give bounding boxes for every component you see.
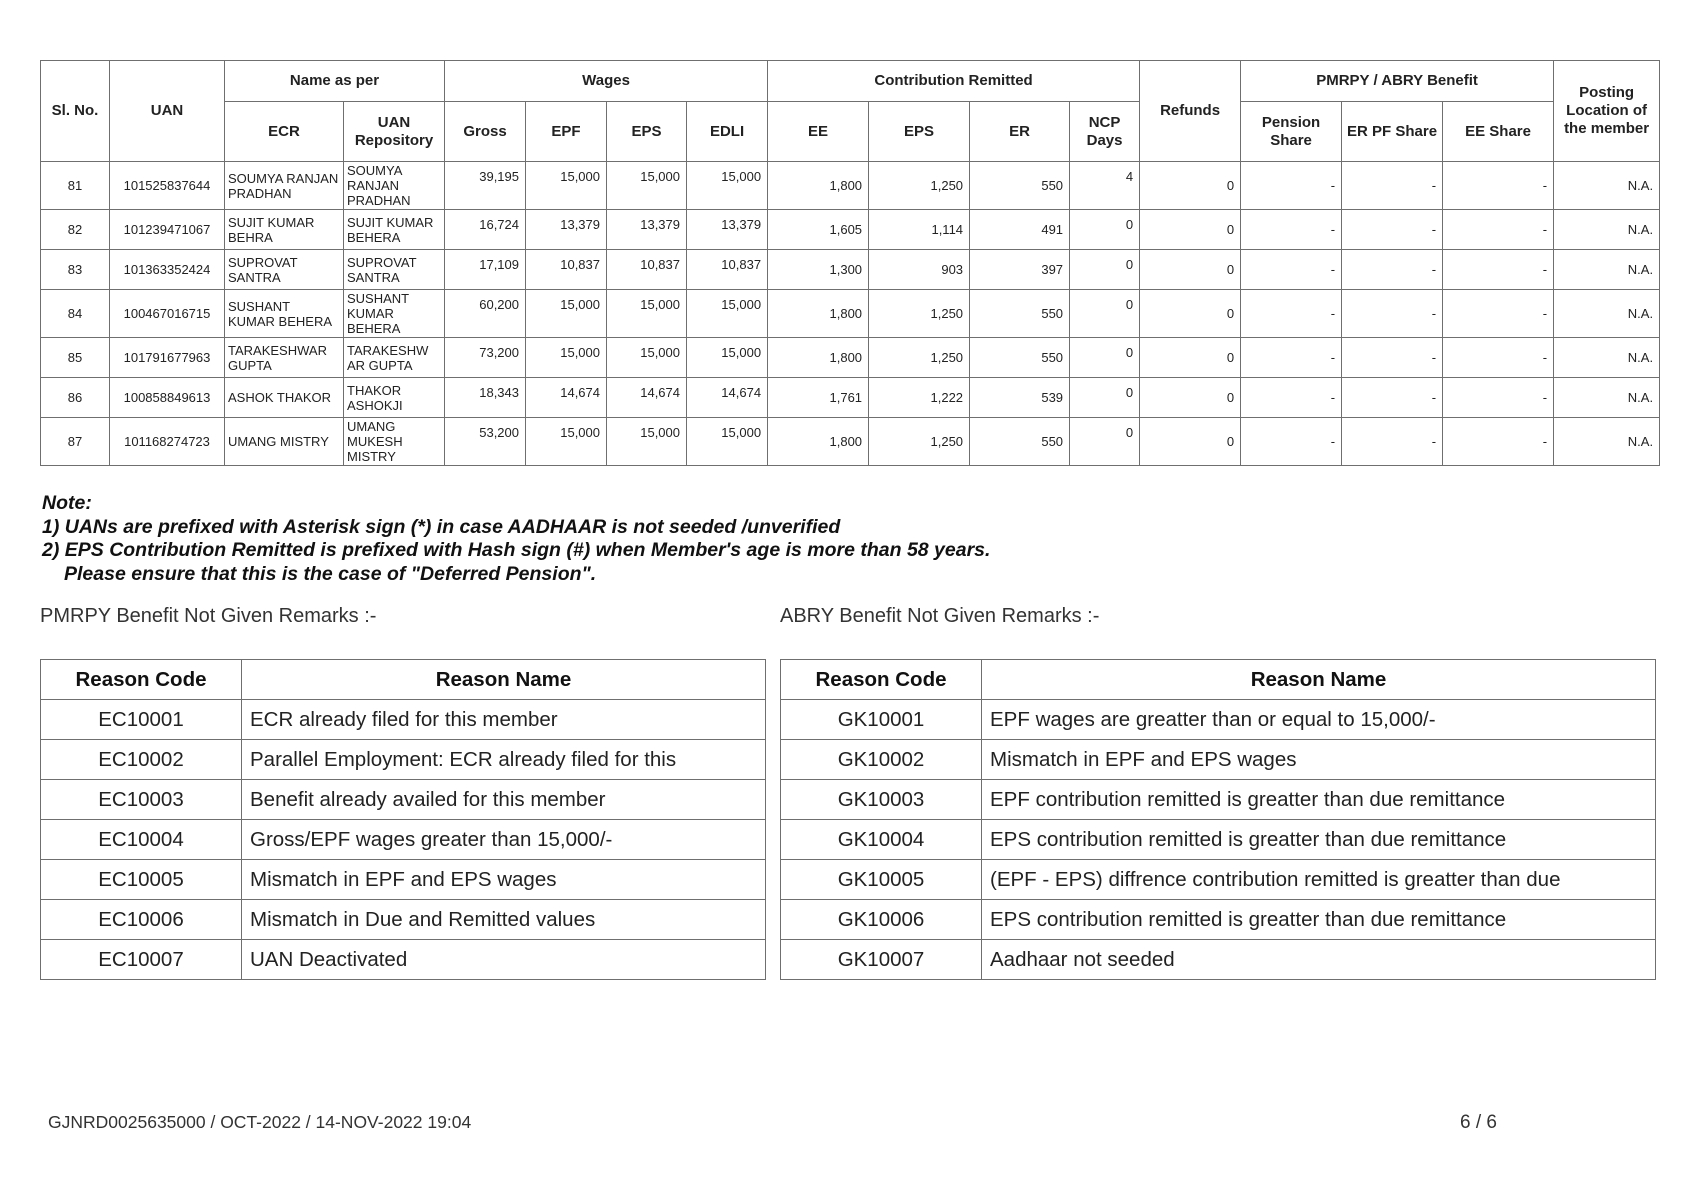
header-refunds: Refunds	[1140, 61, 1241, 162]
header-wages: Wages	[445, 61, 768, 102]
ecr-name-cell: TARAKESHWAR GUPTA	[225, 338, 344, 378]
header-ecr: ECR	[225, 102, 344, 162]
eps-wage-cell: 15,000	[607, 162, 687, 210]
table-row	[41, 940, 766, 980]
reason-name-cell: EPF wages are greatter than or equal to 15,000/-	[982, 700, 1656, 740]
reason-name-cell: EPS contribution remitted is greatter than due remittance	[982, 820, 1656, 860]
er-contribution-cell: 550	[970, 162, 1070, 210]
er-contribution-cell: 539	[970, 378, 1070, 418]
refunds-cell: 0	[1140, 338, 1241, 378]
posting-location-cell: N.A.	[1554, 210, 1660, 250]
epf-wage-cell: 13,379	[526, 210, 607, 250]
reason-name-cell: EPF contribution remitted is greatter than due remittance	[982, 780, 1656, 820]
uan-repository-name-cell: THAKOR ASHOKJI	[344, 378, 445, 418]
ee-share-cell: -	[1443, 290, 1554, 338]
er-contribution-cell: 550	[970, 418, 1070, 466]
uan-cell: 101791677963	[110, 338, 225, 378]
er-contribution-cell: 550	[970, 290, 1070, 338]
uan-cell: 101525837644	[110, 162, 225, 210]
ee-contribution-cell: 1,800	[768, 162, 869, 210]
posting-location-cell: N.A.	[1554, 338, 1660, 378]
uan-repository-name-cell: SUSHANT KUMAR BEHERA	[344, 290, 445, 338]
table-row	[781, 860, 1656, 900]
sl-no-cell: 87	[41, 418, 110, 466]
header-name-as-per: Name as per	[225, 61, 445, 102]
abry-remarks-label: ABRY Benefit Not Given Remarks :-	[780, 605, 1100, 627]
header-benefit: PMRPY / ABRY Benefit	[1241, 61, 1554, 102]
posting-location-cell: N.A.	[1554, 162, 1660, 210]
reason-name-cell: ECR already filed for this member	[242, 700, 766, 740]
refunds-cell: 0	[1140, 210, 1241, 250]
ncp-days-cell: 0	[1070, 250, 1140, 290]
pmrpy-header-reason-code: Reason Code	[41, 660, 242, 700]
pension-share-cell: -	[1241, 210, 1342, 250]
eps-contribution-cell: 1,250	[869, 290, 970, 338]
reason-code-cell: EC10003	[41, 780, 242, 820]
pension-share-cell: -	[1241, 378, 1342, 418]
refunds-cell: 0	[1140, 290, 1241, 338]
table-row	[41, 418, 1660, 466]
reason-name-cell: Parallel Employment: ECR already filed for this	[242, 740, 766, 780]
posting-location-cell: N.A.	[1554, 378, 1660, 418]
pension-share-cell: -	[1241, 418, 1342, 466]
table-row	[41, 820, 766, 860]
pension-share-cell: -	[1241, 338, 1342, 378]
ee-share-cell: -	[1443, 418, 1554, 466]
abry-reason-table	[780, 659, 1656, 980]
ee-contribution-cell: 1,800	[768, 290, 869, 338]
edli-wage-cell: 15,000	[687, 290, 768, 338]
reason-name-cell: Mismatch in Due and Remitted values	[242, 900, 766, 940]
header-edli: EDLI	[687, 102, 768, 162]
gross-wage-cell: 18,343	[445, 378, 526, 418]
table-row	[41, 250, 1660, 290]
reason-code-cell: GK10004	[781, 820, 982, 860]
ecr-name-cell: UMANG MISTRY	[225, 418, 344, 466]
table-row	[41, 290, 1660, 338]
refunds-cell: 0	[1140, 250, 1241, 290]
header-eps: EPS	[607, 102, 687, 162]
uan-repository-name-cell: UMANG MUKESH MISTRY	[344, 418, 445, 466]
ee-contribution-cell: 1,800	[768, 418, 869, 466]
er-pf-share-cell: -	[1342, 378, 1443, 418]
eps-contribution-cell: 1,114	[869, 210, 970, 250]
ecr-name-cell: SUJIT KUMAR BEHRA	[225, 210, 344, 250]
header-er: ER	[970, 102, 1070, 162]
eps-wage-cell: 15,000	[607, 290, 687, 338]
uan-repository-name-cell: SUPROVAT SANTRA	[344, 250, 445, 290]
ncp-days-cell: 0	[1070, 378, 1140, 418]
eps-contribution-cell: 1,250	[869, 338, 970, 378]
uan-cell: 101168274723	[110, 418, 225, 466]
eps-contribution-cell: 1,250	[869, 162, 970, 210]
gross-wage-cell: 17,109	[445, 250, 526, 290]
er-pf-share-cell: -	[1342, 250, 1443, 290]
abry-header-reason-code: Reason Code	[781, 660, 982, 700]
refunds-cell: 0	[1140, 378, 1241, 418]
ncp-days-cell: 0	[1070, 290, 1140, 338]
reason-name-cell: Aadhaar not seeded	[982, 940, 1656, 980]
table-row	[41, 378, 1660, 418]
uan-repository-name-cell: SUJIT KUMAR BEHERA	[344, 210, 445, 250]
ee-share-cell: -	[1443, 338, 1554, 378]
header-uan-repository: UAN Repository	[344, 102, 445, 162]
header-er-pf-share: ER PF Share	[1342, 102, 1443, 162]
contribution-table	[40, 60, 1660, 466]
reason-code-cell: GK10006	[781, 900, 982, 940]
table-row	[41, 338, 1660, 378]
ee-share-cell: -	[1443, 250, 1554, 290]
edli-wage-cell: 13,379	[687, 210, 768, 250]
pension-share-cell: -	[1241, 250, 1342, 290]
uan-cell: 100467016715	[110, 290, 225, 338]
pension-share-cell: -	[1241, 162, 1342, 210]
gross-wage-cell: 60,200	[445, 290, 526, 338]
gross-wage-cell: 16,724	[445, 210, 526, 250]
table-row	[781, 780, 1656, 820]
sl-no-cell: 84	[41, 290, 110, 338]
ncp-days-cell: 0	[1070, 418, 1140, 466]
epf-wage-cell: 15,000	[526, 418, 607, 466]
ee-share-cell: -	[1443, 210, 1554, 250]
pmrpy-reason-table	[40, 659, 766, 980]
posting-location-cell: N.A.	[1554, 290, 1660, 338]
sl-no-cell: 85	[41, 338, 110, 378]
header-ncp-days: NCP Days	[1070, 102, 1140, 162]
ee-contribution-cell: 1,605	[768, 210, 869, 250]
table-row	[781, 700, 1656, 740]
reason-code-cell: EC10002	[41, 740, 242, 780]
header-uan: UAN	[110, 61, 225, 162]
ecr-name-cell: SOUMYA RANJAN PRADHAN	[225, 162, 344, 210]
refunds-cell: 0	[1140, 418, 1241, 466]
uan-cell: 101239471067	[110, 210, 225, 250]
reason-code-cell: GK10003	[781, 780, 982, 820]
epf-wage-cell: 15,000	[526, 162, 607, 210]
sl-no-cell: 86	[41, 378, 110, 418]
epf-wage-cell: 14,674	[526, 378, 607, 418]
er-pf-share-cell: -	[1342, 418, 1443, 466]
note-line-1: 1) UANs are prefixed with Asterisk sign (*) in case AADHAAR is not seeded /unverified	[42, 515, 841, 538]
ee-contribution-cell: 1,800	[768, 338, 869, 378]
ncp-days-cell: 0	[1070, 210, 1140, 250]
pmrpy-remarks-label: PMRPY Benefit Not Given Remarks :-	[40, 605, 377, 627]
gross-wage-cell: 53,200	[445, 418, 526, 466]
er-contribution-cell: 491	[970, 210, 1070, 250]
ecr-name-cell: SUPROVAT SANTRA	[225, 250, 344, 290]
epf-wage-cell: 10,837	[526, 250, 607, 290]
eps-contribution-cell: 1,222	[869, 378, 970, 418]
notes	[42, 492, 990, 586]
header-gross: Gross	[445, 102, 526, 162]
reason-code-cell: EC10001	[41, 700, 242, 740]
ee-share-cell: -	[1443, 162, 1554, 210]
reason-name-cell: EPS contribution remitted is greatter than due remittance	[982, 900, 1656, 940]
table-row	[41, 162, 1660, 210]
header-posting-location: Posting Location of the member	[1554, 61, 1660, 162]
reason-code-cell: GK10005	[781, 860, 982, 900]
table-row	[41, 860, 766, 900]
posting-location-cell: N.A.	[1554, 418, 1660, 466]
er-contribution-cell: 550	[970, 338, 1070, 378]
uan-cell: 101363352424	[110, 250, 225, 290]
reason-code-cell: EC10007	[41, 940, 242, 980]
edli-wage-cell: 14,674	[687, 378, 768, 418]
ncp-days-cell: 4	[1070, 162, 1140, 210]
posting-location-cell: N.A.	[1554, 250, 1660, 290]
note-line-2: 2) EPS Contribution Remitted is prefixed with Hash sign (#) when Member's age is more than 58 years.	[42, 539, 991, 561]
pmrpy-header-reason-name: Reason Name	[242, 660, 766, 700]
sl-no-cell: 82	[41, 210, 110, 250]
epf-wage-cell: 15,000	[526, 290, 607, 338]
reason-code-cell: GK10007	[781, 940, 982, 980]
reason-name-cell: Mismatch in EPF and EPS wages	[242, 860, 766, 900]
uan-repository-name-cell: SOUMYA RANJAN PRADHAN	[344, 162, 445, 210]
reason-name-cell: Mismatch in EPF and EPS wages	[982, 740, 1656, 780]
footer-reference: GJNRD0025635000 / OCT-2022 / 14-NOV-2022 19:04	[48, 1112, 472, 1132]
header-pension-share: Pension Share	[1241, 102, 1342, 162]
header-sl-no: Sl. No.	[41, 61, 110, 162]
edli-wage-cell: 15,000	[687, 338, 768, 378]
reason-code-cell: EC10005	[41, 860, 242, 900]
ecr-name-cell: ASHOK THAKOR	[225, 378, 344, 418]
ee-contribution-cell: 1,761	[768, 378, 869, 418]
pension-share-cell: -	[1241, 290, 1342, 338]
eps-wage-cell: 10,837	[607, 250, 687, 290]
sl-no-cell: 83	[41, 250, 110, 290]
reason-name-cell: (EPF - EPS) diffrence contribution remitted is greatter than due	[982, 860, 1656, 900]
table-row	[41, 740, 766, 780]
table-row	[781, 940, 1656, 980]
header-ee-share: EE Share	[1443, 102, 1554, 162]
edli-wage-cell: 10,837	[687, 250, 768, 290]
reason-name-cell: Benefit already availed for this member	[242, 780, 766, 820]
reason-code-cell: GK10001	[781, 700, 982, 740]
header-contribution-remitted: Contribution Remitted	[768, 61, 1140, 102]
reason-code-cell: GK10002	[781, 740, 982, 780]
note-line-3: Please ensure that this is the case of "Deferred Pension".	[64, 562, 597, 585]
refunds-cell: 0	[1140, 162, 1241, 210]
er-pf-share-cell: -	[1342, 290, 1443, 338]
table-row	[781, 900, 1656, 940]
header-eps-contribution: EPS	[869, 102, 970, 162]
uan-repository-name-cell: TARAKESHW AR GUPTA	[344, 338, 445, 378]
abry-header-reason-name: Reason Name	[982, 660, 1656, 700]
table-row	[781, 740, 1656, 780]
er-contribution-cell: 397	[970, 250, 1070, 290]
reason-code-cell: EC10004	[41, 820, 242, 860]
er-pf-share-cell: -	[1342, 338, 1443, 378]
reason-code-cell: EC10006	[41, 900, 242, 940]
epf-wage-cell: 15,000	[526, 338, 607, 378]
sl-no-cell: 81	[41, 162, 110, 210]
header-epf: EPF	[526, 102, 607, 162]
edli-wage-cell: 15,000	[687, 162, 768, 210]
eps-contribution-cell: 1,250	[869, 418, 970, 466]
gross-wage-cell: 39,195	[445, 162, 526, 210]
table-row	[41, 210, 1660, 250]
eps-wage-cell: 15,000	[607, 338, 687, 378]
ee-contribution-cell: 1,300	[768, 250, 869, 290]
eps-wage-cell: 13,379	[607, 210, 687, 250]
gross-wage-cell: 73,200	[445, 338, 526, 378]
er-pf-share-cell: -	[1342, 162, 1443, 210]
uan-cell: 100858849613	[110, 378, 225, 418]
table-row	[781, 820, 1656, 860]
table-row	[41, 780, 766, 820]
page-number: 6 / 6	[1460, 1112, 1497, 1133]
er-pf-share-cell: -	[1342, 210, 1443, 250]
table-row	[41, 900, 766, 940]
edli-wage-cell: 15,000	[687, 418, 768, 466]
header-ee: EE	[768, 102, 869, 162]
eps-contribution-cell: 903	[869, 250, 970, 290]
reason-name-cell: UAN Deactivated	[242, 940, 766, 980]
ecr-name-cell: SUSHANT KUMAR BEHERA	[225, 290, 344, 338]
eps-wage-cell: 15,000	[607, 418, 687, 466]
notes-title: Note:	[42, 492, 92, 514]
ncp-days-cell: 0	[1070, 338, 1140, 378]
ee-share-cell: -	[1443, 378, 1554, 418]
table-row	[41, 700, 766, 740]
eps-wage-cell: 14,674	[607, 378, 687, 418]
reason-name-cell: Gross/EPF wages greater than 15,000/-	[242, 820, 766, 860]
